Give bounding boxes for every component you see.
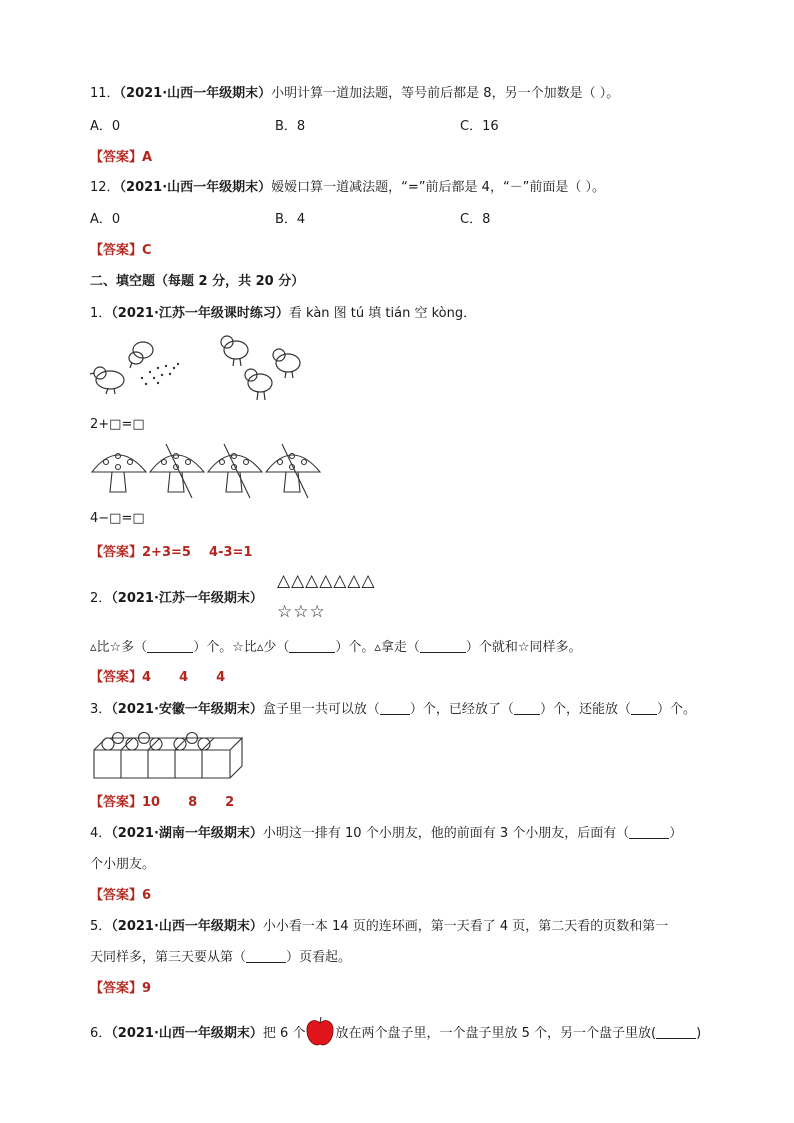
answer-f3 xyxy=(90,791,234,810)
question-number: 5． xyxy=(90,919,112,934)
fill-question-4-cont: 个小朋友。 xyxy=(90,857,156,872)
question-source: （2021·江苏一年级课时练习） xyxy=(111,306,289,321)
question-number: 2． xyxy=(90,591,112,606)
answer-blank[interactable] xyxy=(514,702,540,715)
answer-value: 4 xyxy=(142,670,152,685)
answer-label: 【答案】 xyxy=(90,243,143,258)
question-number: 11． xyxy=(90,86,120,101)
answer-blank[interactable] xyxy=(420,640,466,653)
answer-blank[interactable] xyxy=(629,826,669,839)
question-source: （2021·山西一年级期末） xyxy=(111,1026,263,1041)
question-11 xyxy=(90,82,619,101)
fill-question-4 xyxy=(90,822,682,841)
answer-label: 【答案】 xyxy=(90,795,143,810)
option-b: B．4 xyxy=(275,212,306,227)
text-segment: 小小看一本 14 页的连环画，第一天看了 4 页，第二天看的页数和第一 xyxy=(262,919,669,934)
question-text: 看 kàn 图 tú 填 tián 空 kòng． xyxy=(288,306,477,321)
text-segment: 把 6 个 xyxy=(262,1026,306,1041)
answer-label: 【答案】 xyxy=(90,888,143,903)
answer-f2 xyxy=(90,666,225,685)
answer-value: 6 xyxy=(142,888,152,903)
question-number: 3． xyxy=(90,702,112,717)
answer-value: 8 xyxy=(188,795,198,810)
question-text: 小明计算一道加法题，等号前后都是 8，另一个加数是（ ）。 xyxy=(271,86,620,101)
option-c: C．8 xyxy=(460,212,491,227)
fill-question-2-text xyxy=(90,636,582,655)
text-segment: ）个，已经放了（ xyxy=(409,702,514,717)
answer-f1 xyxy=(90,541,252,560)
answer-blank[interactable] xyxy=(656,1026,696,1039)
question-number: 1． xyxy=(90,306,112,321)
text-segment: ）个。☆比▵少（ xyxy=(193,640,290,655)
triangles-row: △△△△△△△ xyxy=(277,571,376,591)
text-segment: ) xyxy=(696,1026,702,1041)
equation-2: 4−□=□ xyxy=(90,511,145,526)
answer-f4 xyxy=(90,884,151,903)
text-segment: ▵比☆多（ xyxy=(90,640,148,655)
text-segment: 天同样多，第三天要从第（ xyxy=(90,950,247,965)
answer-blank[interactable] xyxy=(380,702,410,715)
text-segment: 小明这一排有 10 个小朋友，他的前面有 3 个小朋友，后面有（ xyxy=(262,826,630,841)
answer-blank[interactable] xyxy=(147,640,193,653)
answer-blank[interactable] xyxy=(289,640,335,653)
question-12 xyxy=(90,176,605,195)
apple-box-illustration xyxy=(92,728,252,782)
question-source: （2021·湖南一年级期末） xyxy=(111,826,263,841)
fill-question-1 xyxy=(90,302,476,321)
option-c: C．16 xyxy=(460,119,499,134)
answer-blank[interactable] xyxy=(246,950,286,963)
answer-12 xyxy=(90,239,152,258)
fill-question-2 xyxy=(90,587,263,606)
answer-value: 2 xyxy=(225,795,235,810)
question-number: 12． xyxy=(90,180,120,195)
answer-label: 【答案】 xyxy=(90,670,143,685)
text-segment: ）个。▵拿走（ xyxy=(335,640,420,655)
answer-value: 4 xyxy=(216,670,226,685)
text-segment: ）个就和☆同样多。 xyxy=(465,640,582,655)
answer-label: 【答案】 xyxy=(90,981,143,996)
option-b: B．8 xyxy=(275,119,306,134)
text-segment: 盒子里一共可以放（ xyxy=(262,702,380,717)
answer-value: A xyxy=(142,150,153,165)
answer-value: 2+3=5 4-3=1 xyxy=(142,545,253,560)
text-segment: ）页看起。 xyxy=(286,950,352,965)
question-source: （2021·山西一年级期末） xyxy=(111,919,263,934)
answer-11 xyxy=(90,146,152,165)
answer-value: 10 xyxy=(142,795,161,810)
answer-value: 4 xyxy=(179,670,189,685)
text-segment: 放在两个盘子里，一个盘子里放 5 个，另一个盘子里放( xyxy=(335,1026,657,1041)
question-number: 6． xyxy=(90,1026,112,1041)
text-segment: ） xyxy=(669,826,683,841)
question-source: （2021·山西一年级期末） xyxy=(119,86,272,101)
equation-1: 2+□=□ xyxy=(90,417,145,432)
option-a: A．0 xyxy=(90,119,121,134)
question-number: 4． xyxy=(90,826,112,841)
answer-value: C xyxy=(142,243,152,258)
fill-question-5 xyxy=(90,915,668,934)
answer-f5 xyxy=(90,977,151,996)
text-segment: ）个，还能放（ xyxy=(539,702,631,717)
question-text: 嫒嫒口算一道减法题，“=”前后都是 4，“－”前面是（ ）。 xyxy=(271,180,606,195)
answer-blank[interactable] xyxy=(631,702,657,715)
question-source: （2021·安徽一年级期末） xyxy=(111,702,263,717)
chicks-illustration xyxy=(88,328,318,410)
answer-label: 【答案】 xyxy=(90,150,143,165)
answer-value: 9 xyxy=(142,981,152,996)
stars-row: ☆☆☆ xyxy=(277,602,326,622)
mushrooms-illustration xyxy=(90,442,330,500)
apple-icon xyxy=(305,1015,335,1047)
fill-question-6 xyxy=(90,1015,701,1047)
question-source: （2021·山西一年级期末） xyxy=(119,180,272,195)
option-a: A．0 xyxy=(90,212,121,227)
answer-label: 【答案】 xyxy=(90,545,143,560)
fill-question-3 xyxy=(90,698,696,717)
text-segment: ）个。 xyxy=(656,702,696,717)
question-source: （2021·江苏一年级期末） xyxy=(111,591,263,606)
section-title: 二、填空题（每题 2 分，共 20 分） xyxy=(90,274,305,289)
fill-question-5-cont xyxy=(90,946,351,965)
